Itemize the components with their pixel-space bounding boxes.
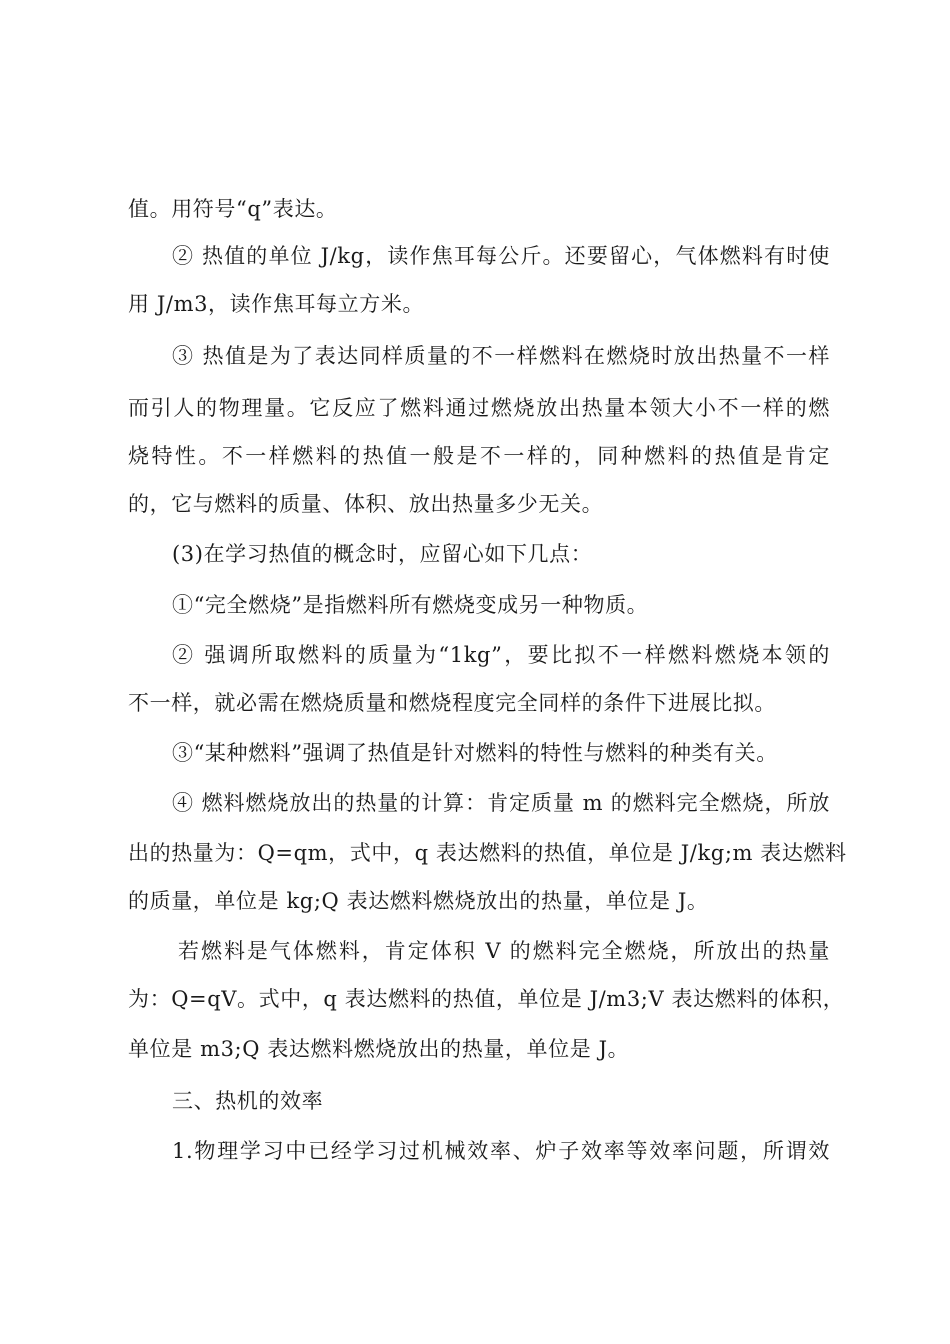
text-line: 的，它与燃料的质量、体积、放出热量多少无关。 <box>128 492 604 516</box>
text-line: 为：Q=qV。式中，q 表达燃料的热值，单位是 J/m3;V 表达燃料的体积， <box>128 987 845 1011</box>
text-line: ② 热值的单位 J/kg，读作焦耳每公斤。还要留心，气体燃料有时使 <box>172 244 830 268</box>
text-line: ③ 热值是为了表达同样质量的不一样燃料在燃烧时放出热量不一样 <box>172 344 830 368</box>
text-line: ④ 燃料燃烧放出的热量的计算：肯定质量 m 的燃料完全燃烧，所放 <box>172 791 830 815</box>
text-line: 1.物理学习中已经学习过机械效率、炉子效率等效率问题，所谓效 <box>172 1139 830 1163</box>
text-line: 的质量，单位是 kg;Q 表达燃料燃烧放出的热量，单位是 J。 <box>128 889 709 913</box>
text-line: 用 J/m3，读作焦耳每立方米。 <box>128 292 425 316</box>
text-line: 单位是 m3;Q 表达燃料燃烧放出的热量，单位是 J。 <box>128 1037 630 1061</box>
text-line: 不一样，就必需在燃烧质量和燃烧程度完全同样的条件下进展比拟。 <box>128 691 776 715</box>
text-line: (3)在学习热值的概念时，应留心如下几点： <box>172 542 593 566</box>
text-line: 出的热量为：Q=qm，式中，q 表达燃料的热值，单位是 J/kg;m 表达燃料 <box>128 841 847 865</box>
text-line: 烧特性。不一样燃料的热值一般是不一样的，同种燃料的热值是肯定 <box>128 444 830 468</box>
text-line: 若燃料是气体燃料，肯定体积 V 的燃料完全燃烧，所放出的热量 <box>178 939 830 963</box>
text-line: 而引人的物理量。它反应了燃料通过燃烧放出热量本领大小不一样的燃 <box>128 396 830 420</box>
text-line: ③“某种燃料”强调了热值是针对燃料的特性与燃料的种类有关。 <box>172 741 778 765</box>
text-line: 值。用符号“q”表达。 <box>128 197 338 221</box>
text-line: ② 强调所取燃料的质量为“1kg”，要比拟不一样燃料燃烧本领的 <box>172 643 830 667</box>
section-heading: 三、热机的效率 <box>172 1089 324 1113</box>
text-line: ①“完全燃烧”是指燃料所有燃烧变成另一种物质。 <box>172 593 649 617</box>
